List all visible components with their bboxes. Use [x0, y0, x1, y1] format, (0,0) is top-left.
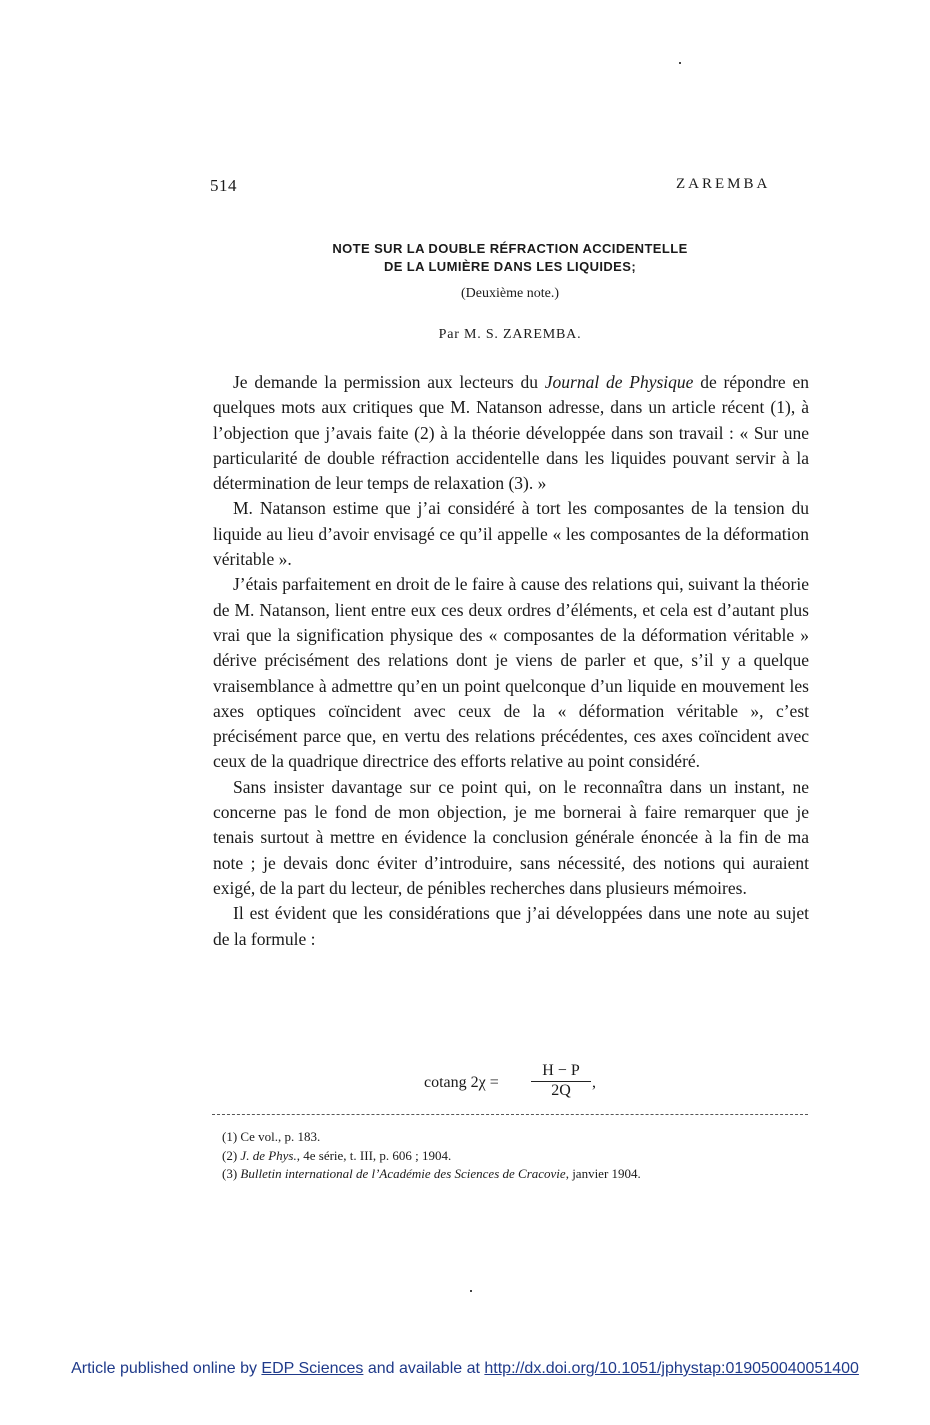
formula-lhs: cotang 2χ = — [424, 1074, 499, 1091]
page-number: 514 — [210, 176, 237, 195]
footer-prefix: Article published online by — [71, 1360, 262, 1377]
paragraph-4: Sans insister davantage sur ce point qui, on le reconnaîtra dans un instant, ne concerne pas le fond de mon objection, je me bornerai à faire remarquer que je tenais surtout à mettre en évidence la conclusion générale énoncée à la fin de ma note ; je devais donc éviter d’introduire, sans nécessité, des notions qui auraient exigé, de la part du lecteur, de pénibles recherches dans plusieurs mémoires. — [213, 776, 809, 898]
footnote-journal: J. de Phys. — [240, 1147, 297, 1163]
doi-link[interactable]: http://dx.doi.org/10.1051/jphystap:019050040051400 — [484, 1360, 859, 1377]
article-body — [213, 370, 809, 952]
article-title-line-1: NOTE SUR LA DOUBLE RÉFRACTION ACCIDENTELLE — [332, 241, 688, 256]
footnote-text: , janvier 1904. — [565, 1166, 641, 1181]
footnote-mark: (3) — [222, 1166, 238, 1181]
page-header — [210, 176, 810, 200]
formula-denominator: 2Q — [551, 1082, 571, 1099]
footnote-mark: (2) — [222, 1147, 238, 1163]
formula-trailing: , — [592, 1074, 596, 1091]
publisher-link[interactable]: EDP Sciences — [261, 1360, 364, 1377]
paragraph-1-start: Je demande la permission aux lecteurs du — [233, 372, 545, 392]
paragraph-3: J’étais parfaitement en droit de le faire à cause des relations qui, suivant la théorie de M. Natanson, lient entre eux ces deux ordres d’éléments, et cela est d’autant plus vrai que la signification physique des « composantes de la déformation véritable » dérive précisément des relations dont je viens de parler et que, s’il y a quelque vraisemblance à admettre qu’en un point quelconque d’un liquide en mouvement les axes optiques coïncident avec ceux de la « déformation véritable », c’est précisément parce que, en vertu des relations précédentes, ces axes coïncident avec ceux de la quadrique directrice des efforts relative au point considéré. — [213, 574, 809, 772]
publication-footer — [0, 1360, 930, 1378]
article-subtitle: (Deuxième note.) — [461, 286, 559, 301]
paragraph-2: M. Natanson estime que j’ai considéré à tort les composantes de la tension du liquide au lieu d’avoir envisagé ce qu’il appelle « les composantes de la déformation véritable ». — [213, 498, 809, 570]
article-title-line-2: DE LA LUMIÈRE DANS LES LIQUIDES; — [383, 259, 637, 274]
footnote-text: , 4e série, t. III, p. 606 ; 1904. — [296, 1147, 452, 1163]
scan-speck — [470, 1290, 472, 1292]
running-head: ZAREMBA — [676, 176, 771, 192]
paragraph-5: Il est évident que les considérations que j’ai développées dans une note au sujet de la formule : — [213, 903, 809, 949]
footnote-2 — [222, 1147, 812, 1166]
footnote-text: Ce vol., p. 183. — [240, 1129, 321, 1144]
footnotes — [222, 1128, 812, 1184]
paragraph-1-rest: de répondre en quelques mots aux critiques que M. Natanson adresse, dans un article récent (1), à l’objection que j’avais faite (2) à la théorie développée dans son travail : « Sur une particularité de double réfraction accidentelle dans les liquides pouvant servir à la détermination de leur temps de relaxation (3). » — [213, 372, 809, 494]
footnote-3 — [222, 1165, 812, 1184]
formula-fraction — [531, 1062, 591, 1100]
article-author: Par M. S. ZAREMBA. — [438, 327, 582, 342]
scan-speck — [679, 62, 681, 64]
paragraph-1 — [213, 370, 809, 496]
footnote-mark: (1) — [222, 1129, 238, 1144]
footnote-rule — [212, 1114, 808, 1115]
footnote-journal: Bulletin international de l’Académie des Sciences de Cracovie — [240, 1166, 566, 1181]
footnote-1 — [222, 1128, 812, 1147]
journal-title: Journal de Physique — [544, 372, 694, 392]
formula-numerator: H − P — [531, 1062, 591, 1082]
footer-middle: and available at — [363, 1360, 485, 1377]
